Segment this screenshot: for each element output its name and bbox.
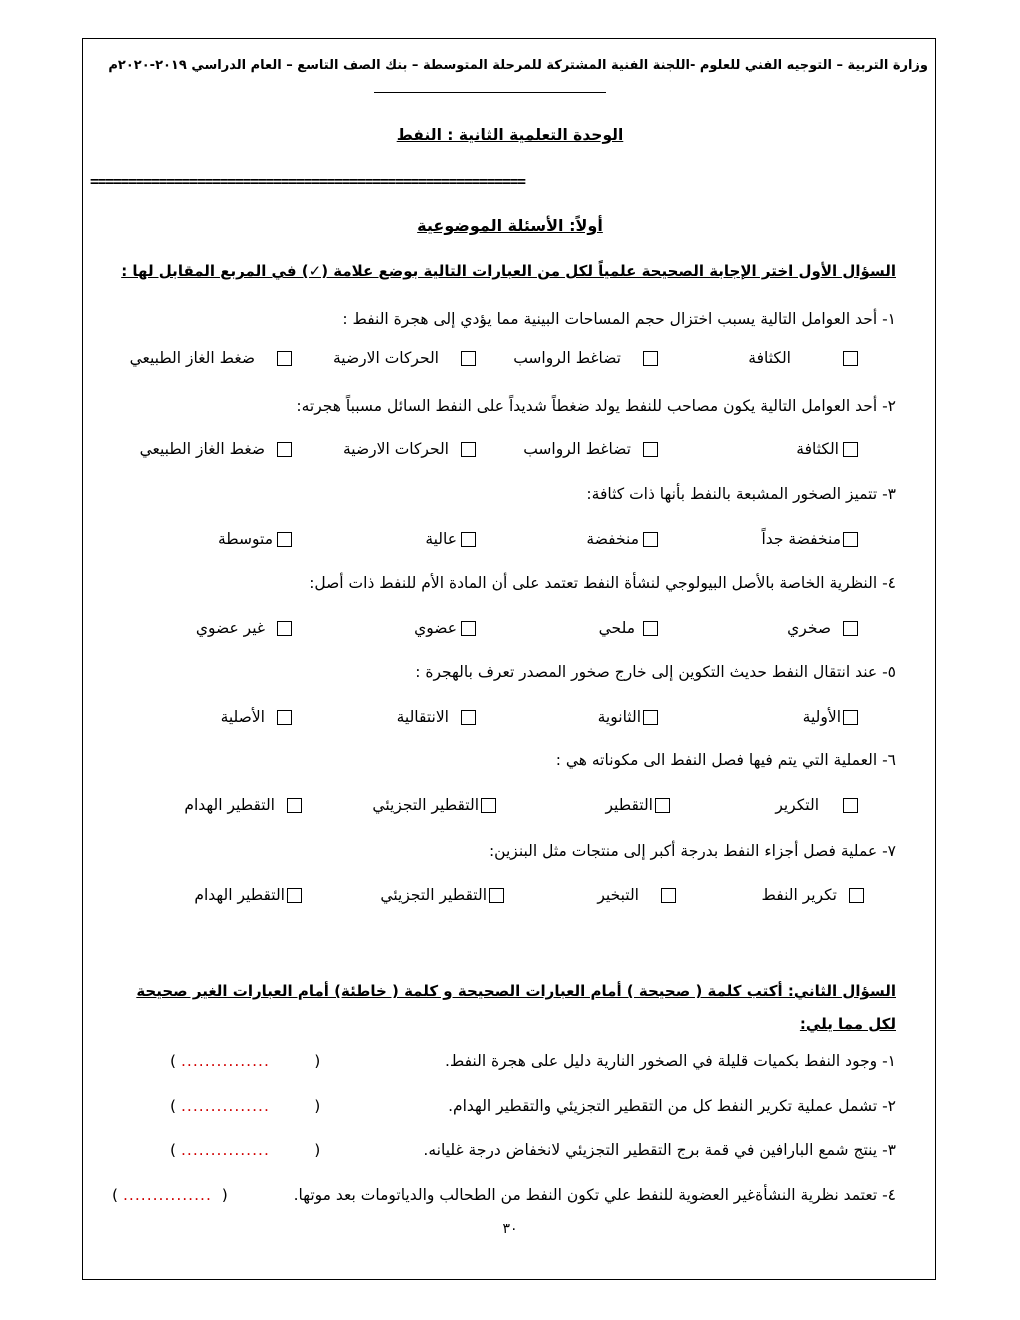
q1-item-6-option-2[interactable]: التقطير — [606, 796, 671, 814]
q2-item-3-text: ٣- ينتج شمع البارافين في قمة برج التقطير التجزيئي لانخفاض درجة غليانه. — [423, 1141, 896, 1159]
header-underline — [374, 92, 606, 93]
q1-item-1-stem: ١- أحد العوامل التالية يسبب اختزال حجم المساحات البينية مما يؤدي إلى هجرة النفط : — [342, 310, 896, 328]
checkbox-icon[interactable] — [843, 621, 858, 636]
q1-item-1-option-3[interactable]: الحركات الارضية — [333, 349, 476, 367]
checkbox-icon[interactable] — [489, 888, 504, 903]
checkbox-icon[interactable] — [643, 710, 658, 725]
q1-item-4-option-3[interactable]: عضوي — [414, 619, 476, 637]
q1-item-2-option-1[interactable]: الكثافة — [796, 440, 858, 458]
checkbox-icon[interactable] — [287, 888, 302, 903]
q1-item-1-option-2[interactable]: تضاغط الرواسب — [513, 349, 658, 367]
checkbox-icon[interactable] — [461, 351, 476, 366]
checkbox-icon[interactable] — [643, 621, 658, 636]
checkbox-icon[interactable] — [843, 442, 858, 457]
q1-item-1-option-1[interactable]: الكثافة — [748, 349, 858, 367]
q1-item-7-stem: ٧- عملية فصل أجزاء النفط بدرجة أكبر إلى منتجات مثل البنزين: — [488, 842, 896, 860]
question-1-title: السؤال الأول اختر الإجابة الصحيحة علمياً لكل من العبارات التالية بوضع علامة (✓) في المربع المقابل لها : — [121, 262, 896, 280]
q2-item-2-answer[interactable]: ( ............... ) — [170, 1097, 321, 1115]
q2-item-4-answer[interactable]: ( ............... ) — [112, 1186, 228, 1204]
q2-item-3-answer[interactable]: ( ............... ) — [170, 1141, 321, 1159]
checkbox-icon[interactable] — [661, 888, 676, 903]
q2-item-4-text: ٤- تعتمد نظرية النشأةغير العضوية للنفط علي تكون النفط من الطحالب والدياتومات بعد موتها. — [293, 1186, 896, 1204]
q2-item-1-answer[interactable]: ( ............... ) — [170, 1052, 321, 1070]
q1-item-6-option-3[interactable]: التقطير التجزيئي — [372, 796, 496, 814]
checkbox-icon[interactable] — [843, 351, 858, 366]
q1-item-6-option-1[interactable]: التكرير — [775, 796, 858, 814]
checkbox-icon[interactable] — [461, 442, 476, 457]
q1-item-7-option-2[interactable]: التبخير — [597, 886, 676, 904]
q1-item-7-option-3[interactable]: التقطير التجزيئي — [380, 886, 504, 904]
q1-item-5-option-1[interactable]: الأولية — [803, 708, 858, 726]
checkbox-icon[interactable] — [461, 710, 476, 725]
question-2-title: السؤال الثاني: أكتب كلمة ( صحيحة ) أمام العبارات الصحيحة و كلمة ( خاطئة) أمام العبارات الغير صحيحة لكل مما يلي: — [136, 982, 896, 1033]
q1-item-4-option-4[interactable]: غير عضوي — [196, 619, 292, 637]
checkbox-icon[interactable] — [655, 798, 670, 813]
q2-item-1-text: ١- وجود النفط بكميات قليلة في الصخور النارية دليل على هجرة النفط. — [444, 1052, 896, 1070]
page-number: ٣٠ — [502, 1221, 518, 1237]
checkbox-icon[interactable] — [843, 532, 858, 547]
q1-item-5-stem: ٥- عند انتقال النفط حديث التكوين إلى خارج صخور المصدر تعرف بالهجرة : — [415, 663, 896, 681]
checkbox-icon[interactable] — [643, 351, 658, 366]
q1-item-6-stem: ٦- العملية التي يتم فيها فصل النفط الى مكوناته هي : — [555, 751, 896, 769]
q1-item-3-option-2[interactable]: منخفضة — [586, 530, 658, 548]
q1-item-6-option-4[interactable]: التقطير الهدام — [184, 796, 302, 814]
q1-item-5-option-4[interactable]: الأصلية — [221, 708, 292, 726]
q1-item-3-option-1[interactable]: منخفضة جداً — [761, 530, 858, 548]
checkbox-icon[interactable] — [277, 351, 292, 366]
unit-title: الوحدة التعلمية الثانية : النفط — [396, 126, 624, 144]
q1-item-7-option-4[interactable]: التقطير الهدام — [194, 886, 302, 904]
checkbox-icon[interactable] — [277, 532, 292, 547]
ministry-header: وزارة التربية – التوجيه الفني للعلوم -اللجنة الفنية المشتركة للمرحلة المتوسطة – بنك الصف التاسع – العام الدراسي ٢٠١٩-٢٠٢٠م — [108, 58, 928, 73]
checkbox-icon[interactable] — [843, 798, 858, 813]
checkbox-icon[interactable] — [461, 532, 476, 547]
checkbox-icon[interactable] — [277, 621, 292, 636]
q1-item-2-option-4[interactable]: ضغط الغاز الطبيعي — [140, 440, 292, 458]
q2-item-2-text: ٢- تشمل عملية تكرير النفط كل من التقطير التجزيئي والتقطير الهدام. — [448, 1097, 896, 1115]
q1-item-5-option-3[interactable]: الانتقالية — [397, 708, 476, 726]
checkbox-icon[interactable] — [643, 442, 658, 457]
checkbox-icon[interactable] — [287, 798, 302, 813]
q1-item-2-option-2[interactable]: تضاغط الرواسب — [523, 440, 658, 458]
checkbox-icon[interactable] — [843, 710, 858, 725]
q1-item-5-option-2[interactable]: الثانوية — [598, 708, 658, 726]
checkbox-icon[interactable] — [277, 710, 292, 725]
checkbox-icon[interactable] — [849, 888, 864, 903]
q1-item-3-option-3[interactable]: عالية — [425, 530, 476, 548]
q1-item-1-option-4[interactable]: ضغط الغاز الطبيعي — [130, 349, 292, 367]
divider-line: ========================================================= — [90, 174, 525, 190]
checkbox-icon[interactable] — [277, 442, 292, 457]
checkbox-icon[interactable] — [643, 532, 658, 547]
q1-item-4-option-2[interactable]: ملحي — [599, 619, 658, 637]
q1-item-4-stem: ٤- النظرية الخاصة بالأصل البيولوجي لنشأة النفط تعتمد على أن المادة الأم للنفط ذات أصل: — [309, 574, 896, 592]
q1-item-3-option-4[interactable]: متوسطة — [218, 530, 292, 548]
checkbox-icon[interactable] — [481, 798, 496, 813]
checkbox-icon[interactable] — [461, 621, 476, 636]
q1-item-4-option-1[interactable]: صخري — [787, 619, 858, 637]
q1-item-2-option-3[interactable]: الحركات الارضية — [343, 440, 476, 458]
q1-item-3-stem: ٣- تتميز الصخور المشبعة بالنفط بأنها ذات كثافة: — [586, 485, 896, 503]
q1-item-2-stem: ٢- أحد العوامل التالية يكون مصاحب للنفط يولد ضغطاً شديداً على النفط السائل مسبباً هجرته: — [296, 397, 896, 415]
q1-item-7-option-1[interactable]: تكرير النفط — [762, 886, 864, 904]
section-title: أولاً: الأسئلة الموضوعية — [417, 216, 603, 235]
